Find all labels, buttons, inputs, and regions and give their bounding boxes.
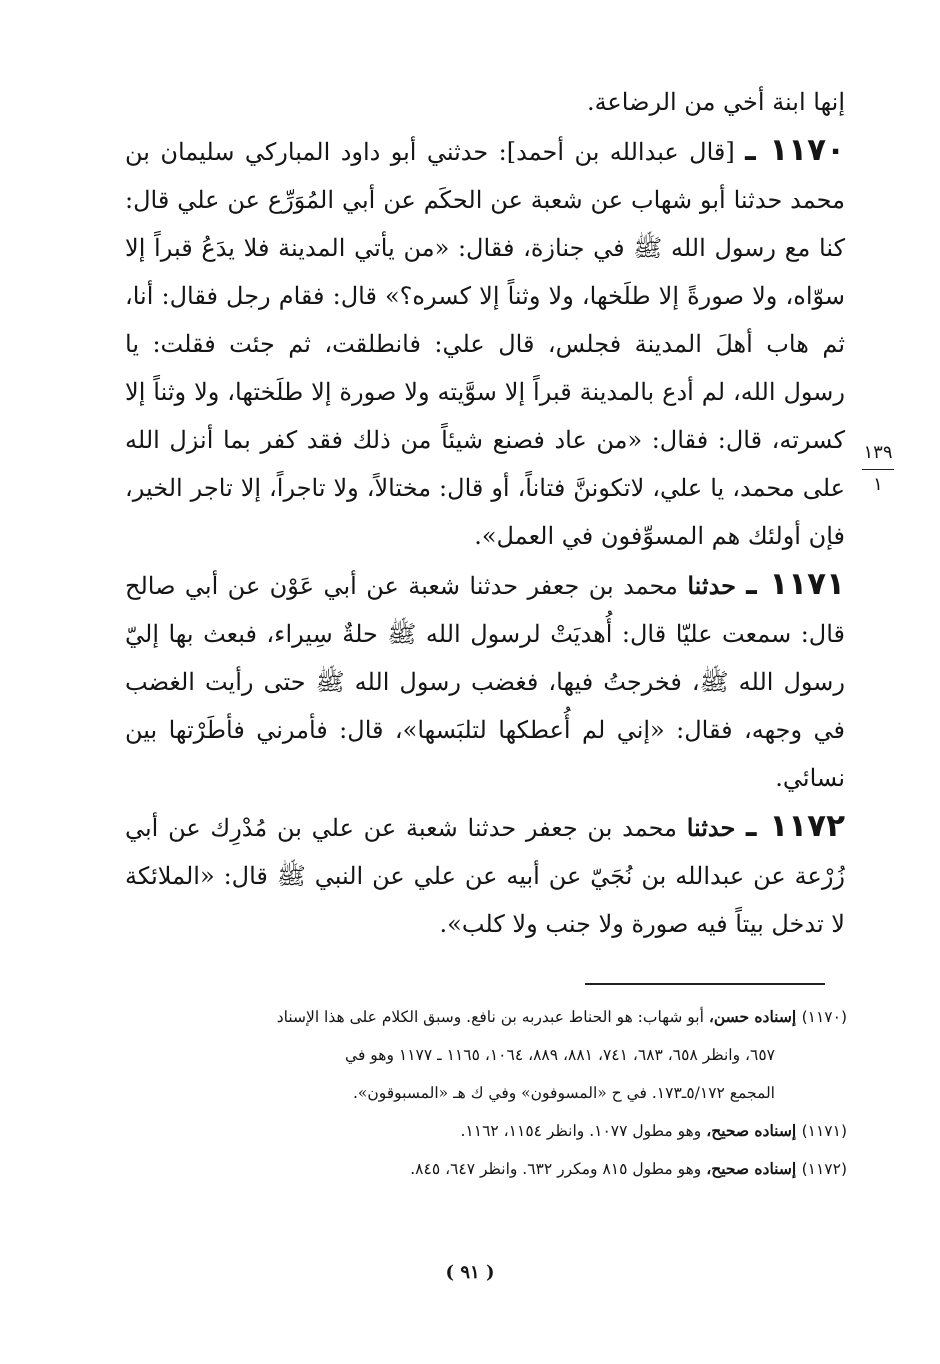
footnote-text: وهو مطول ٨١٥ ومكرر ٦٣٢. وانظر ٦٤٧، ٨٤٥. [410,1160,707,1178]
main-text [125,78,845,948]
hadith-1170 [125,126,845,560]
footnote-1170-cont: المجمع ٥/١٧٢ـ١٧٣. في ح «المسوفون» وفي ك هـ «المسبوقون». [352,1084,775,1102]
footnote-1170 [125,998,847,1036]
hadith-intro: حدثنا [686,813,746,842]
footnote-1171 [125,1112,847,1150]
hadith-number: ١١٧٢ ـ [745,808,846,844]
footnote-grade: إسناده حسن، [708,1007,802,1026]
footnote-number: (١١٧٢) [801,1160,847,1178]
footnote-grade: إسناده صحيح، [706,1121,802,1140]
footnote-divider [585,983,825,985]
hadith-text: [قال عبدالله بن أحمد]: حدثني أبو داود المباركي سليمان بن محمد حدثنا أبو شهاب عن شعبة عن الحكَم عن أبي المُوَرِّع عن علي قال: كنا مع رسول الله ﷺ في جنازة، فقال: «من يأتي المدينة فلا يدَعُ قبراً إلا سوّاه، ولا صورةً إلا طلَخها، ولا وثناً إلا كسره؟» قال: فقام رجل فقال: أنا، ثم هاب أهلَ المدينة فجلس، قال علي: فانطلقت، ثم جئت فقلت: يا رسول الله، لم أدع بالمدينة قبراً إلا سوَّيته ولا صورة إلا طلَختها، ولا وثناً إلا كسرته، قال: فقال: «من عاد فصنع شيئاً من ذلك فقد كفر بما أنزل الله على محمد، يا علي، لاتكوننَّ فتاناً، أو قال: مختالاً، ولا تاجراً، إلا تاجر الخير، فإن أولئك هم المسوِّفون في العمل». [125,138,846,550]
hadith-intro: حدثنا [687,571,747,600]
page-number: ( ٩١ ) [445,1262,495,1283]
footnote-1170-cont: ٦٥٧، وانظر ٦٥٨، ٦٨٣، ٧٤١، ٨٨١، ٨٨٩، ١٠٦٤، ١١٦٥ ـ ١١٧٧ وهو في [345,1046,775,1064]
hadith-number: ١١٧٠ ـ [745,132,846,168]
hadith-1171 [125,560,845,802]
hadith-1172 [125,802,845,948]
hadith-text: محمد بن جعفر حدثنا شعبة عن علي بن مُدْرِك عن أبي زُرْعة عن عبدالله بن نُجَيّ عن أبيه عن علي عن النبي ﷺ قال: «الملائكة لا تدخل بيتاً فيه صورة ولا جنب ولا كلب». [125,814,845,938]
hadith-text: محمد بن جعفر حدثنا شعبة عن أبي عَوْن عن أبي صالح قال: سمعت عليّا قال: أُهديَتْ لرسول الله ﷺ حلةٌ سِيراء، فبعث بها إليّ رسول الله ﷺ، فخرجتُ فيها، فغضب رسول الله ﷺ حتى رأيت الغضب في وجهه، فقال: «إني لم أُعطكها لتلبَسها»، قال: فأمرني فأطَرْتها بين نسائي. [125,572,845,792]
footnote-number: (١١٧١) [801,1122,847,1140]
footnotes [125,998,847,1188]
footnote-number: (١١٧٠) [801,1008,847,1026]
footnote-text: وهو مطول ١٠٧٧. وانظر ١١٥٤، ١١٦٢. [460,1122,707,1140]
footnote-grade: إسناده صحيح، [706,1159,802,1178]
margin-reference [856,440,900,498]
hadith-number: ١١٧١ ـ [746,566,846,602]
footnote-1172 [125,1150,847,1188]
margin-part: ١ [862,469,894,498]
footnote-text: أبو شهاب: هو الحناط عبدربه بن نافع. وسبق الكلام على هذا الإسناد [276,1008,709,1026]
opening-line: إنها ابنة أخي من الرضاعة. [586,88,845,116]
margin-volume-page: ١٣٩ [863,442,893,463]
